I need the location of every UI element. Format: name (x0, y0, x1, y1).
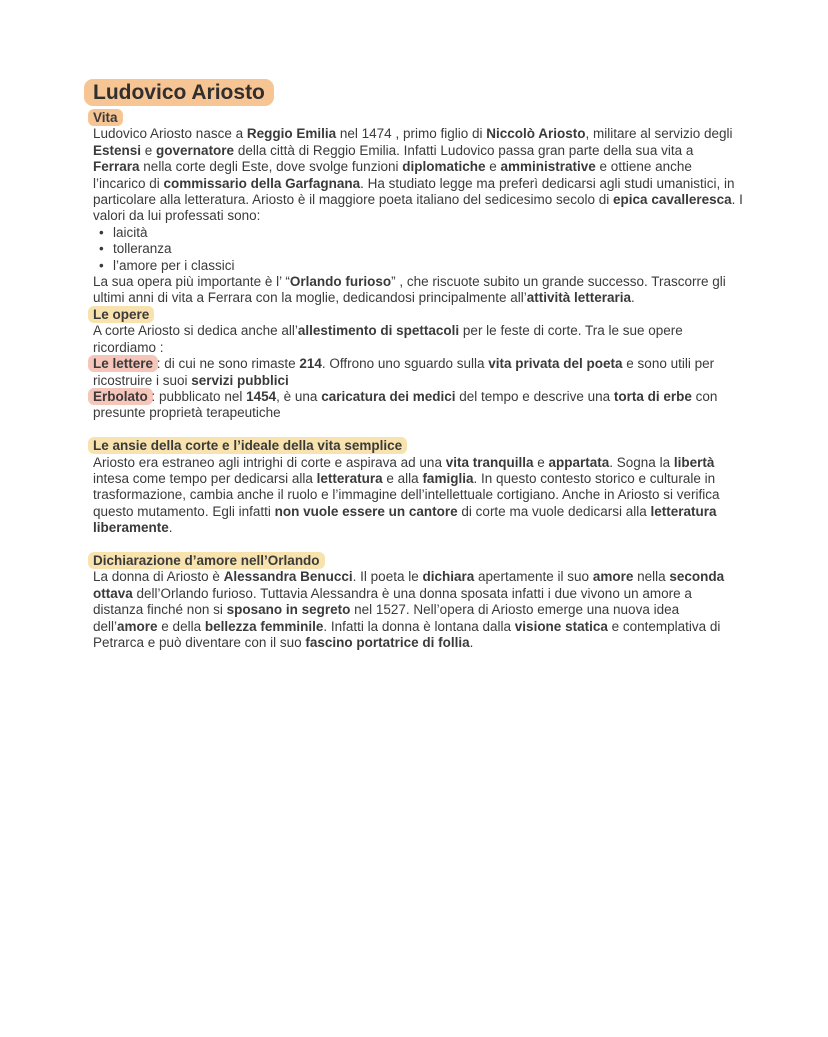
text-run: con presunte proprietà terapeutiche (93, 388, 718, 421)
bold-term: torta di erbe (613, 388, 692, 404)
text-run: A corte Ariosto si dedica anche all’ (93, 323, 298, 339)
list-item: • laicità (93, 225, 743, 241)
text-run: . (469, 634, 474, 650)
bold-term: visione statica (514, 618, 608, 634)
text-run: nella corte degli Este, dove svolge funzioni (139, 159, 403, 175)
list-item: • l’amore per i classici (93, 258, 743, 274)
bold-term: governatore (156, 142, 235, 158)
bold-term: fascino portatrice di follia (305, 634, 470, 650)
text-run: Ariosto era estraneo agli intrighi di corte e aspirava ad una (93, 454, 446, 470)
text-run: La donna di Ariosto è (93, 569, 224, 585)
bold-term: 1454 (246, 388, 277, 404)
text-run: e della (157, 618, 205, 634)
document-body (93, 80, 743, 651)
bold-term: servizi pubblici (191, 372, 289, 388)
bold-term: appartata (548, 454, 610, 470)
blank-line (93, 537, 743, 553)
text-run: di corte ma vuole dedicarsi alla (457, 503, 651, 519)
bold-term: Ferrara (93, 159, 140, 175)
bold-term: non vuole essere un cantore (274, 503, 458, 519)
text-run: , militare al servizio degli (585, 126, 733, 142)
text-run: apertamente il suo (474, 569, 593, 585)
bold-term: amore (592, 569, 634, 585)
paragraph (93, 389, 743, 422)
text-run: intesa come tempo per dedicarsi alla (93, 470, 317, 486)
bold-term: Estensi (93, 142, 142, 158)
bold-term: Niccolò Ariosto (486, 126, 586, 142)
section-heading (93, 438, 743, 454)
bold-term: seconda ottava (93, 569, 725, 601)
bold-term: vita privata del poeta (488, 356, 623, 372)
bold-term: letteratura (316, 470, 383, 486)
text-run: : di cui ne sono rimaste (153, 356, 300, 372)
bold-term: libertà (673, 454, 715, 470)
section-heading (93, 110, 743, 126)
highlighted-term: Erbolato (88, 388, 153, 405)
bold-term: amore (117, 618, 158, 634)
bold-term: famiglia (422, 470, 474, 486)
heading-highlight: Ludovico Ariosto (84, 79, 274, 106)
bold-term: 214 (299, 356, 322, 372)
list-item: • tolleranza (93, 241, 743, 257)
text-run: nel 1474 , primo figlio di (336, 126, 487, 142)
bold-term: commissario della Garfagnana (163, 175, 361, 191)
text-run: La sua opera più importante è l’ “ (93, 274, 290, 290)
text-run: e contemplativa di Petrarca e può diventare con il suo (93, 618, 721, 650)
text-run: , è una (276, 388, 322, 404)
bold-term: sposano in segreto (226, 602, 351, 618)
heading-highlight: Dichiarazione d’amore nell’Orlando (88, 552, 325, 569)
section-heading (93, 553, 743, 569)
blank-line (93, 422, 743, 438)
text-run: ” , che riscuote subito un grande successo. Trascorre gli ultimi anni di vita a Ferrara con la moglie, dedicandosi principalmente all’ (93, 274, 726, 306)
paragraph (93, 323, 743, 356)
text-run: . I valori da lui professati sono: (93, 192, 743, 224)
bold-term: dichiara (422, 569, 475, 585)
bold-term: attività letteraria (526, 290, 632, 306)
paragraph (93, 126, 743, 224)
text-run: . (631, 290, 635, 306)
bold-term: caricatura dei medici (321, 388, 456, 404)
text-run: e ottiene anche l’incarico di (93, 159, 692, 191)
bold-term: vita tranquilla (445, 454, 534, 470)
bold-term: Alessandra Benucci (223, 569, 353, 585)
bold-term: allestimento di spettacoli (297, 323, 460, 339)
bold-term: letteratura liberamente (93, 503, 717, 536)
bold-term: diplomatiche (402, 159, 486, 175)
heading-highlight: Vita (88, 109, 123, 126)
page-title (93, 80, 743, 106)
text-run: dell’Orlando furioso. Tuttavia Alessandra è una donna sposata infatti i due vivono un amore a distanza finché non si (93, 585, 692, 618)
text-run: . Offrono uno sguardo sulla (321, 356, 489, 372)
bold-term: Reggio Emilia (246, 126, 337, 142)
bold-term: amministrative (500, 159, 596, 175)
text-run: . In questo contesto storico e culturale in trasformazione, cambia anche il ruolo e l’immagine dell’intellettuale cortigiano. Anche in Ariosto si verifica questo mutamento. Egli infatti (93, 470, 720, 519)
text-run: nella (633, 569, 670, 585)
text-run: e alla (382, 470, 423, 486)
text-run: : pubblicato nel (147, 388, 247, 404)
paragraph (93, 455, 743, 537)
text-run: . Infatti la donna è lontana dalla (323, 618, 515, 634)
text-run: e (533, 454, 549, 470)
text-run: . Il poeta le (352, 569, 423, 585)
text-run: Ludovico Ariosto nasce a (93, 126, 247, 142)
text-run: . Ha studiato legge ma preferì dedicarsi agli studi umanistici, in particolare alla letteratura. Ariosto è il maggiore poeta italiano del sedicesimo secolo di (93, 175, 735, 208)
text-run: nel 1527. Nell’opera di Ariosto emerge una nuova idea dell’ (93, 602, 680, 634)
text-run: della città di Reggio Emilia. Infatti Ludovico passa gran parte della sua vita a (234, 142, 694, 158)
text-run: per le feste di corte. Tra le sue opere ricordiamo : (93, 323, 683, 355)
paragraph (93, 356, 743, 389)
highlighted-term: Le lettere (88, 355, 158, 372)
text-run: del tempo e descrive una (455, 388, 614, 404)
section-heading (93, 307, 743, 323)
bold-term: Orlando furioso (289, 274, 392, 290)
text-run: e (485, 159, 501, 175)
bold-term: epica cavalleresca (613, 192, 732, 208)
heading-highlight: Le opere (88, 306, 154, 323)
text-run: . Sogna la (609, 454, 674, 470)
text-run: . (168, 520, 173, 536)
text-run: e sono utili per ricostruire i suoi (93, 356, 715, 388)
heading-highlight: Le ansie della corte e l’ideale della vita semplice (88, 437, 407, 454)
bullet-list (93, 225, 743, 274)
paragraph (93, 274, 743, 307)
paragraph (93, 569, 743, 651)
bold-term: bellezza femminile (204, 618, 324, 634)
text-run: e (141, 142, 157, 158)
